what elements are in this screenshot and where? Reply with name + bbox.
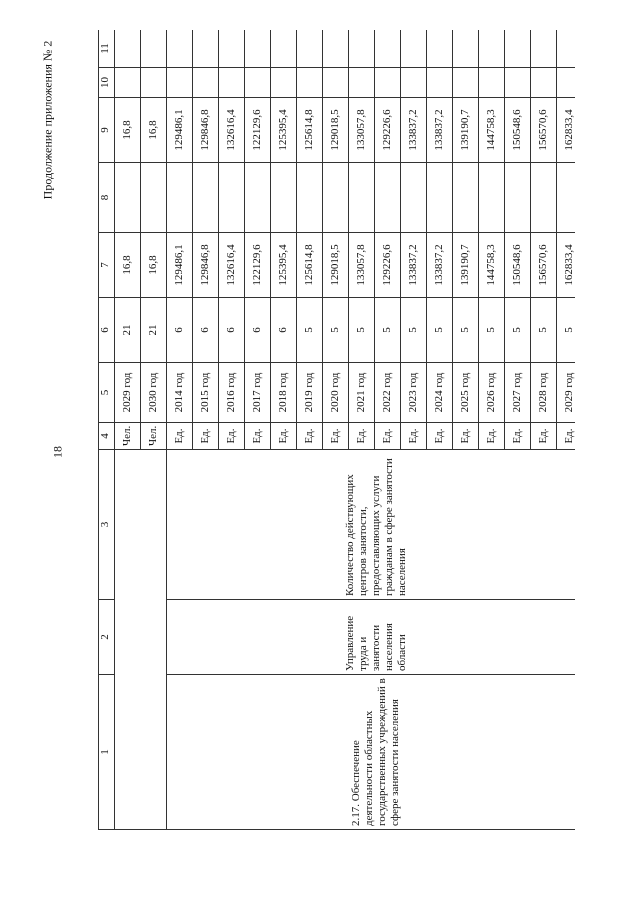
- value-cell-9: 132616,4: [219, 98, 245, 163]
- column-number: 2: [99, 600, 115, 675]
- value-cell-7: 16,8: [141, 233, 167, 298]
- value-cell-10: [531, 68, 557, 98]
- value-cell-7: 156570,6: [531, 233, 557, 298]
- year-cell: 2026 год: [479, 363, 505, 423]
- value-cell-9: 16,8: [115, 98, 141, 163]
- value-cell-7: 150548,6: [505, 233, 531, 298]
- value-cell-8: [401, 163, 427, 233]
- value-cell-8: [427, 163, 453, 233]
- year-cell: 2021 год: [349, 363, 375, 423]
- value-cell-7: 133057,8: [349, 233, 375, 298]
- column-number: 1: [99, 675, 115, 830]
- value-cell-6: 5: [297, 298, 323, 363]
- year-cell: 2015 год: [193, 363, 219, 423]
- appendix-table: [98, 30, 575, 830]
- value-cell-10: [115, 68, 141, 98]
- value-cell-6: 5: [375, 298, 401, 363]
- unit-cell: Ед.: [401, 423, 427, 450]
- value-cell-7: 129846,8: [193, 233, 219, 298]
- column-number: 7: [99, 233, 115, 298]
- empty-carryover-cell: [115, 450, 167, 830]
- value-cell-11: [453, 30, 479, 68]
- value-cell-8: [297, 163, 323, 233]
- value-cell-7: 139190,7: [453, 233, 479, 298]
- indicator-cell: Количество действующих центров занятости, предоставляющих услуги гражданам в сфере занятости населения: [167, 450, 576, 600]
- value-cell-10: [141, 68, 167, 98]
- value-cell-10: [297, 68, 323, 98]
- year-cell: 2022 год: [375, 363, 401, 423]
- value-cell-7: 133837,2: [401, 233, 427, 298]
- value-cell-7: 162833,4: [557, 233, 576, 298]
- column-number: 3: [99, 450, 115, 600]
- value-cell-7: 129226,6: [375, 233, 401, 298]
- year-cell: 2029 год: [557, 363, 576, 423]
- value-cell-10: [271, 68, 297, 98]
- value-cell-6: 5: [349, 298, 375, 363]
- value-cell-6: 6: [245, 298, 271, 363]
- value-cell-8: [219, 163, 245, 233]
- unit-cell: Ед.: [453, 423, 479, 450]
- value-cell-10: [323, 68, 349, 98]
- column-number: 10: [99, 68, 115, 98]
- unit-cell: Ед.: [375, 423, 401, 450]
- unit-cell: Ед.: [271, 423, 297, 450]
- value-cell-9: 133057,8: [349, 98, 375, 163]
- value-cell-11: [245, 30, 271, 68]
- value-cell-11: [141, 30, 167, 68]
- value-cell-6: 5: [479, 298, 505, 363]
- value-cell-11: [271, 30, 297, 68]
- value-cell-11: [427, 30, 453, 68]
- executor-cell: Управление труда и занятости населения области: [167, 600, 576, 675]
- value-cell-9: 122129,6: [245, 98, 271, 163]
- value-cell-11: [401, 30, 427, 68]
- value-cell-8: [167, 163, 193, 233]
- value-cell-11: [193, 30, 219, 68]
- value-cell-7: 125614,8: [297, 233, 323, 298]
- value-cell-11: [297, 30, 323, 68]
- unit-cell: Чел.: [115, 423, 141, 450]
- unit-cell: Ед.: [193, 423, 219, 450]
- value-cell-11: [219, 30, 245, 68]
- value-cell-9: 129846,8: [193, 98, 219, 163]
- year-cell: 2014 год: [167, 363, 193, 423]
- value-cell-10: [427, 68, 453, 98]
- value-cell-6: 6: [271, 298, 297, 363]
- value-cell-9: 139190,7: [453, 98, 479, 163]
- value-cell-8: [323, 163, 349, 233]
- column-number: 5: [99, 363, 115, 423]
- value-cell-11: [375, 30, 401, 68]
- value-cell-8: [115, 163, 141, 233]
- value-cell-9: 162833,4: [557, 98, 576, 163]
- year-cell: 2028 год: [531, 363, 557, 423]
- value-cell-8: [245, 163, 271, 233]
- value-cell-11: [323, 30, 349, 68]
- column-number: 11: [99, 30, 115, 68]
- unit-cell: Ед.: [479, 423, 505, 450]
- unit-cell: Ед.: [427, 423, 453, 450]
- page-number: 18: [50, 446, 65, 458]
- value-cell-9: 133837,2: [427, 98, 453, 163]
- value-cell-8: [479, 163, 505, 233]
- value-cell-11: [531, 30, 557, 68]
- year-cell: 2018 год: [271, 363, 297, 423]
- column-number: 4: [99, 423, 115, 450]
- value-cell-11: [115, 30, 141, 68]
- value-cell-6: 6: [193, 298, 219, 363]
- value-cell-8: [531, 163, 557, 233]
- value-cell-8: [141, 163, 167, 233]
- value-cell-10: [505, 68, 531, 98]
- value-cell-8: [453, 163, 479, 233]
- year-cell: 2029 год: [115, 363, 141, 423]
- value-cell-11: [349, 30, 375, 68]
- value-cell-10: [453, 68, 479, 98]
- value-cell-6: 6: [167, 298, 193, 363]
- table-row: [115, 30, 141, 830]
- year-cell: 2023 год: [401, 363, 427, 423]
- value-cell-9: 129018,5: [323, 98, 349, 163]
- value-cell-9: 125395,4: [271, 98, 297, 163]
- value-cell-11: [505, 30, 531, 68]
- value-cell-10: [557, 68, 576, 98]
- unit-cell: Чел.: [141, 423, 167, 450]
- year-cell: 2019 год: [297, 363, 323, 423]
- value-cell-7: 144758,3: [479, 233, 505, 298]
- value-cell-9: 156570,6: [531, 98, 557, 163]
- value-cell-8: [271, 163, 297, 233]
- value-cell-10: [349, 68, 375, 98]
- value-cell-6: 5: [323, 298, 349, 363]
- value-cell-11: [167, 30, 193, 68]
- value-cell-6: 5: [505, 298, 531, 363]
- value-cell-10: [401, 68, 427, 98]
- value-cell-10: [167, 68, 193, 98]
- unit-cell: Ед.: [167, 423, 193, 450]
- value-cell-6: 6: [219, 298, 245, 363]
- value-cell-9: 129486,1: [167, 98, 193, 163]
- event-name-cell: 2.17. Обеспечение деятельности областных государственных учреждений в сфере занятости населения: [167, 675, 576, 830]
- unit-cell: Ед.: [245, 423, 271, 450]
- value-cell-11: [557, 30, 576, 68]
- table-row: [167, 30, 193, 830]
- unit-cell: Ед.: [349, 423, 375, 450]
- value-cell-8: [193, 163, 219, 233]
- value-cell-8: [375, 163, 401, 233]
- value-cell-7: 132616,4: [219, 233, 245, 298]
- value-cell-10: [193, 68, 219, 98]
- value-cell-7: 16,8: [115, 233, 141, 298]
- value-cell-6: 5: [401, 298, 427, 363]
- column-number-row: [99, 30, 115, 830]
- value-cell-6: 5: [531, 298, 557, 363]
- unit-cell: Ед.: [323, 423, 349, 450]
- value-cell-8: [557, 163, 576, 233]
- value-cell-9: 125614,8: [297, 98, 323, 163]
- year-cell: 2020 год: [323, 363, 349, 423]
- year-cell: 2030 год: [141, 363, 167, 423]
- unit-cell: Ед.: [505, 423, 531, 450]
- column-number: 9: [99, 98, 115, 163]
- value-cell-7: 129486,1: [167, 233, 193, 298]
- value-cell-10: [245, 68, 271, 98]
- value-cell-6: 21: [141, 298, 167, 363]
- value-cell-6: 5: [557, 298, 576, 363]
- value-cell-10: [219, 68, 245, 98]
- year-cell: 2024 год: [427, 363, 453, 423]
- value-cell-9: 150548,6: [505, 98, 531, 163]
- rotated-table-frame: [98, 30, 575, 830]
- column-number: 8: [99, 163, 115, 233]
- column-number: 6: [99, 298, 115, 363]
- year-cell: 2016 год: [219, 363, 245, 423]
- year-cell: 2017 год: [245, 363, 271, 423]
- value-cell-9: 133837,2: [401, 98, 427, 163]
- unit-cell: Ед.: [531, 423, 557, 450]
- unit-cell: Ед.: [219, 423, 245, 450]
- value-cell-10: [479, 68, 505, 98]
- unit-cell: Ед.: [557, 423, 576, 450]
- value-cell-7: 122129,6: [245, 233, 271, 298]
- value-cell-10: [375, 68, 401, 98]
- value-cell-7: 125395,4: [271, 233, 297, 298]
- value-cell-6: 21: [115, 298, 141, 363]
- unit-cell: Ед.: [297, 423, 323, 450]
- value-cell-11: [479, 30, 505, 68]
- value-cell-8: [505, 163, 531, 233]
- value-cell-6: 5: [453, 298, 479, 363]
- value-cell-9: 16,8: [141, 98, 167, 163]
- value-cell-7: 133837,2: [427, 233, 453, 298]
- value-cell-9: 129226,6: [375, 98, 401, 163]
- appendix-continuation-note: Продолжение приложения № 2: [40, 40, 55, 200]
- value-cell-9: 144758,3: [479, 98, 505, 163]
- value-cell-6: 5: [427, 298, 453, 363]
- year-cell: 2027 год: [505, 363, 531, 423]
- value-cell-7: 129018,5: [323, 233, 349, 298]
- year-cell: 2025 год: [453, 363, 479, 423]
- value-cell-8: [349, 163, 375, 233]
